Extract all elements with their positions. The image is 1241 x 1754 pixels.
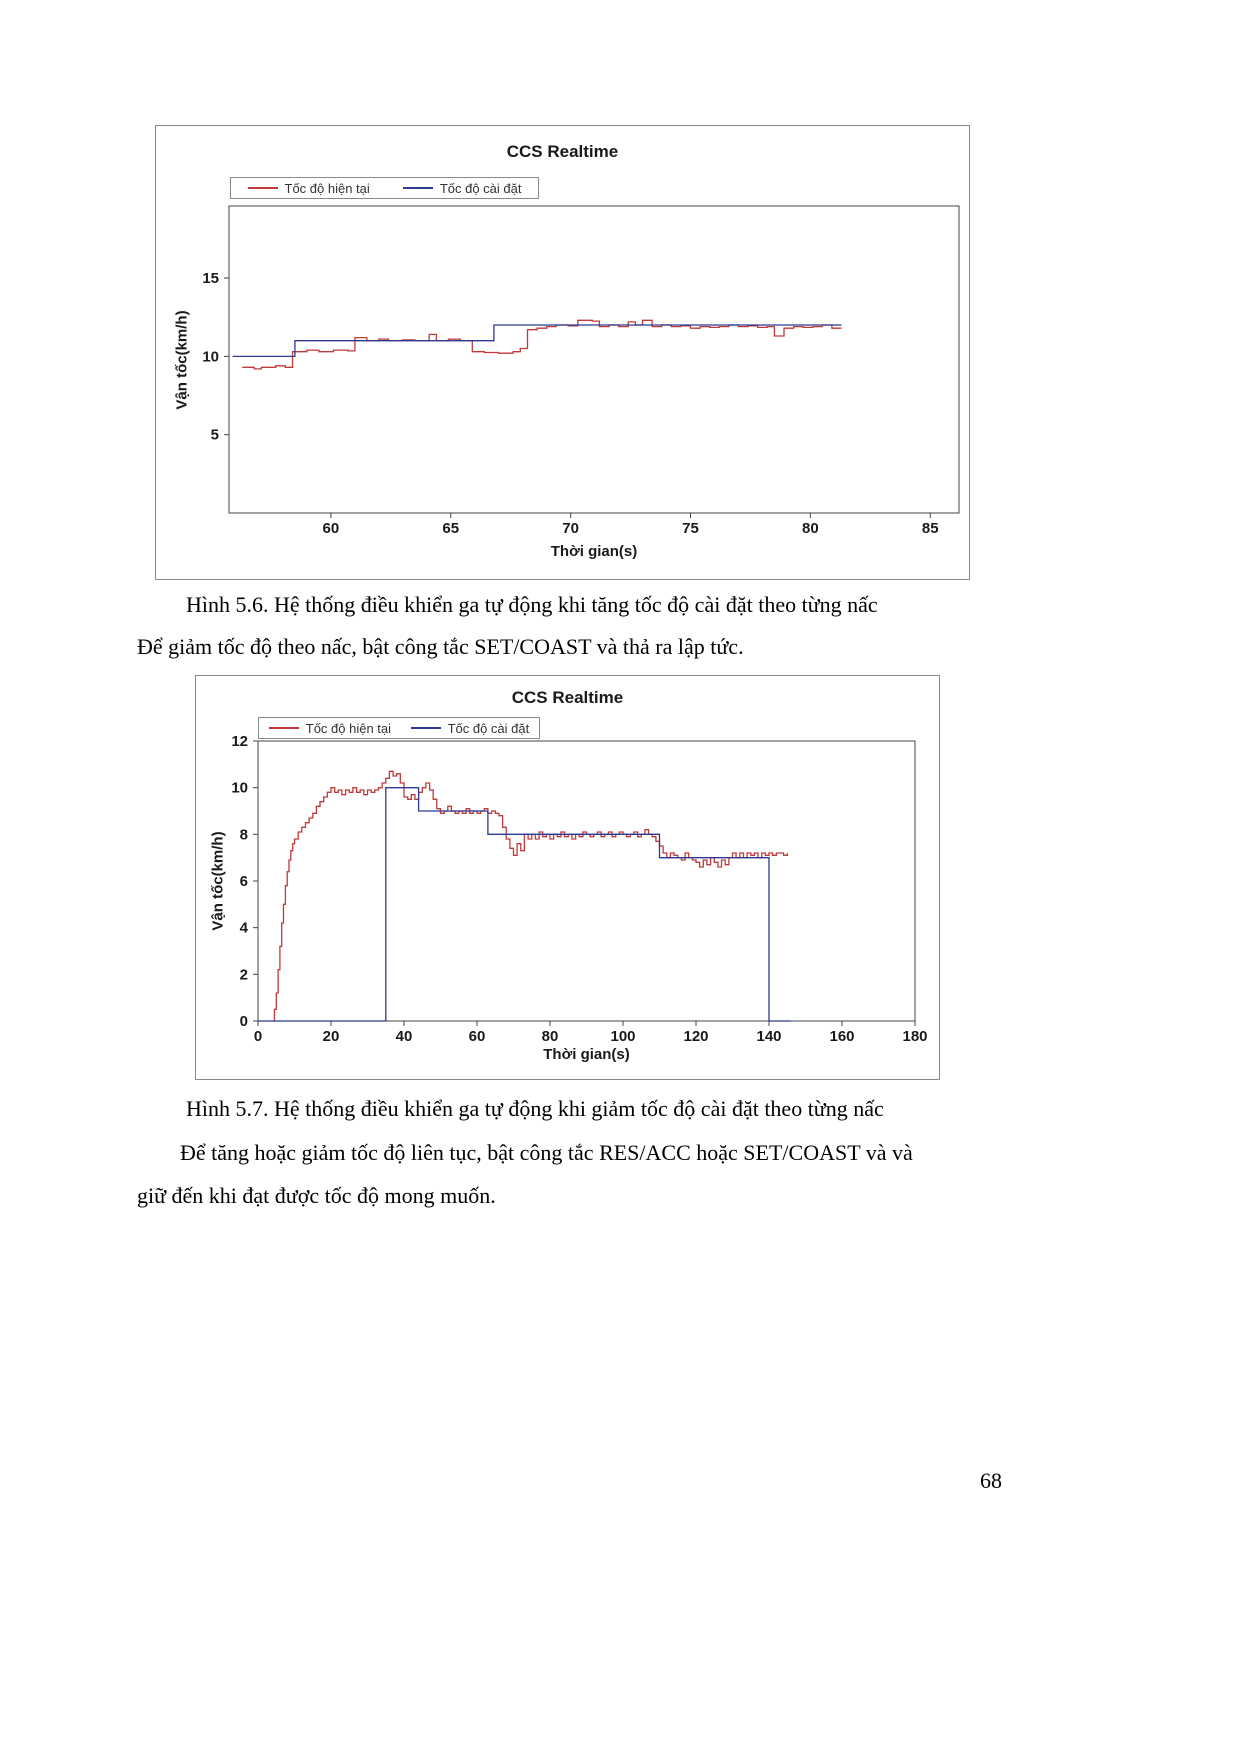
legend-item-current-speed bbox=[248, 181, 370, 196]
y-tick-label: 10 bbox=[231, 779, 248, 797]
y-tick-label: 4 bbox=[239, 919, 248, 937]
body-paragraph-2-line-2: giữ đến khi đạt được tốc độ mong muốn. bbox=[137, 1183, 496, 1208]
x-tick-label: 75 bbox=[682, 520, 699, 537]
legend-item-set-speed bbox=[411, 721, 530, 736]
legend-label: Tốc độ hiện tại bbox=[305, 720, 392, 736]
series-line-0 bbox=[273, 771, 788, 1021]
y-tick-label: 5 bbox=[210, 426, 219, 444]
page-number: 68 bbox=[980, 1468, 1002, 1493]
y-tick-label: 2 bbox=[239, 966, 248, 984]
legend-item-set-speed bbox=[403, 181, 522, 196]
caption-figure-5-6: Hình 5.6. Hệ thống điều khiển ga tự động khi tăng tốc độ cài đặt theo từng nấc bbox=[186, 592, 878, 617]
plot-border bbox=[229, 206, 959, 513]
y-tick-label: 12 bbox=[231, 733, 248, 750]
chart-1-y-axis-label: Vận tốc(km/h) bbox=[173, 310, 191, 410]
legend-item-current-speed bbox=[269, 721, 391, 736]
body-paragraph-2-line-1: Để tăng hoặc giảm tốc độ liên tục, bật công tắc RES/ACC hoặc SET/COAST và và bbox=[180, 1140, 913, 1165]
x-tick-label: 180 bbox=[902, 1028, 928, 1045]
red-line-sample-icon bbox=[269, 727, 299, 729]
x-tick-label: 65 bbox=[442, 520, 460, 537]
chart-1-title: CCS Realtime bbox=[506, 142, 619, 161]
chart-2-title: CCS Realtime bbox=[511, 688, 624, 707]
caption-figure-5-7: Hình 5.7. Hệ thống điều khiển ga tự động khi giảm tốc độ cài đặt theo từng nấc bbox=[186, 1096, 884, 1121]
chart-2-x-axis-label: Thời gian(s) bbox=[543, 1046, 630, 1063]
chart-2-y-axis-label: Vận tốc(km/h) bbox=[209, 831, 227, 931]
x-tick-label: 60 bbox=[468, 1028, 486, 1045]
blue-line-sample-icon bbox=[403, 187, 433, 189]
figure-5-7-frame bbox=[195, 675, 940, 1080]
chart-1-legend bbox=[230, 177, 539, 199]
x-tick-label: 140 bbox=[756, 1028, 782, 1045]
x-tick-label: 40 bbox=[395, 1028, 413, 1045]
x-tick-label: 60 bbox=[322, 520, 340, 537]
chart-2-legend bbox=[258, 717, 540, 739]
x-tick-label: 70 bbox=[562, 520, 579, 537]
series-line-0 bbox=[242, 320, 841, 369]
x-tick-label: 100 bbox=[610, 1028, 636, 1045]
y-tick-label: 8 bbox=[239, 826, 248, 844]
y-tick-label: 6 bbox=[239, 873, 248, 890]
series-line-1 bbox=[258, 788, 791, 1021]
figure-5-6-frame bbox=[155, 125, 970, 580]
x-tick-label: 80 bbox=[541, 1028, 559, 1045]
x-tick-label: 120 bbox=[683, 1028, 709, 1045]
y-tick-label: 0 bbox=[239, 1013, 248, 1030]
legend-label: Tốc độ cài đặt bbox=[439, 180, 522, 196]
plot-border bbox=[258, 741, 915, 1021]
x-tick-label: 20 bbox=[322, 1028, 340, 1045]
y-tick-label: 15 bbox=[202, 270, 219, 288]
blue-line-sample-icon bbox=[411, 727, 441, 729]
legend-label: Tốc độ cài đặt bbox=[447, 720, 530, 736]
legend-label: Tốc độ hiện tại bbox=[284, 180, 370, 196]
body-paragraph-1: Để giảm tốc độ theo nấc, bật công tắc SET/COAST và thả ra lập tức. bbox=[137, 634, 744, 659]
x-tick-label: 80 bbox=[802, 520, 819, 537]
x-tick-label: 160 bbox=[829, 1028, 855, 1045]
x-tick-label: 0 bbox=[253, 1028, 263, 1045]
y-tick-label: 10 bbox=[202, 348, 219, 366]
red-line-sample-icon bbox=[248, 187, 278, 189]
chart-1-x-axis-label: Thời gian(s) bbox=[550, 543, 638, 560]
x-tick-label: 85 bbox=[921, 520, 939, 537]
